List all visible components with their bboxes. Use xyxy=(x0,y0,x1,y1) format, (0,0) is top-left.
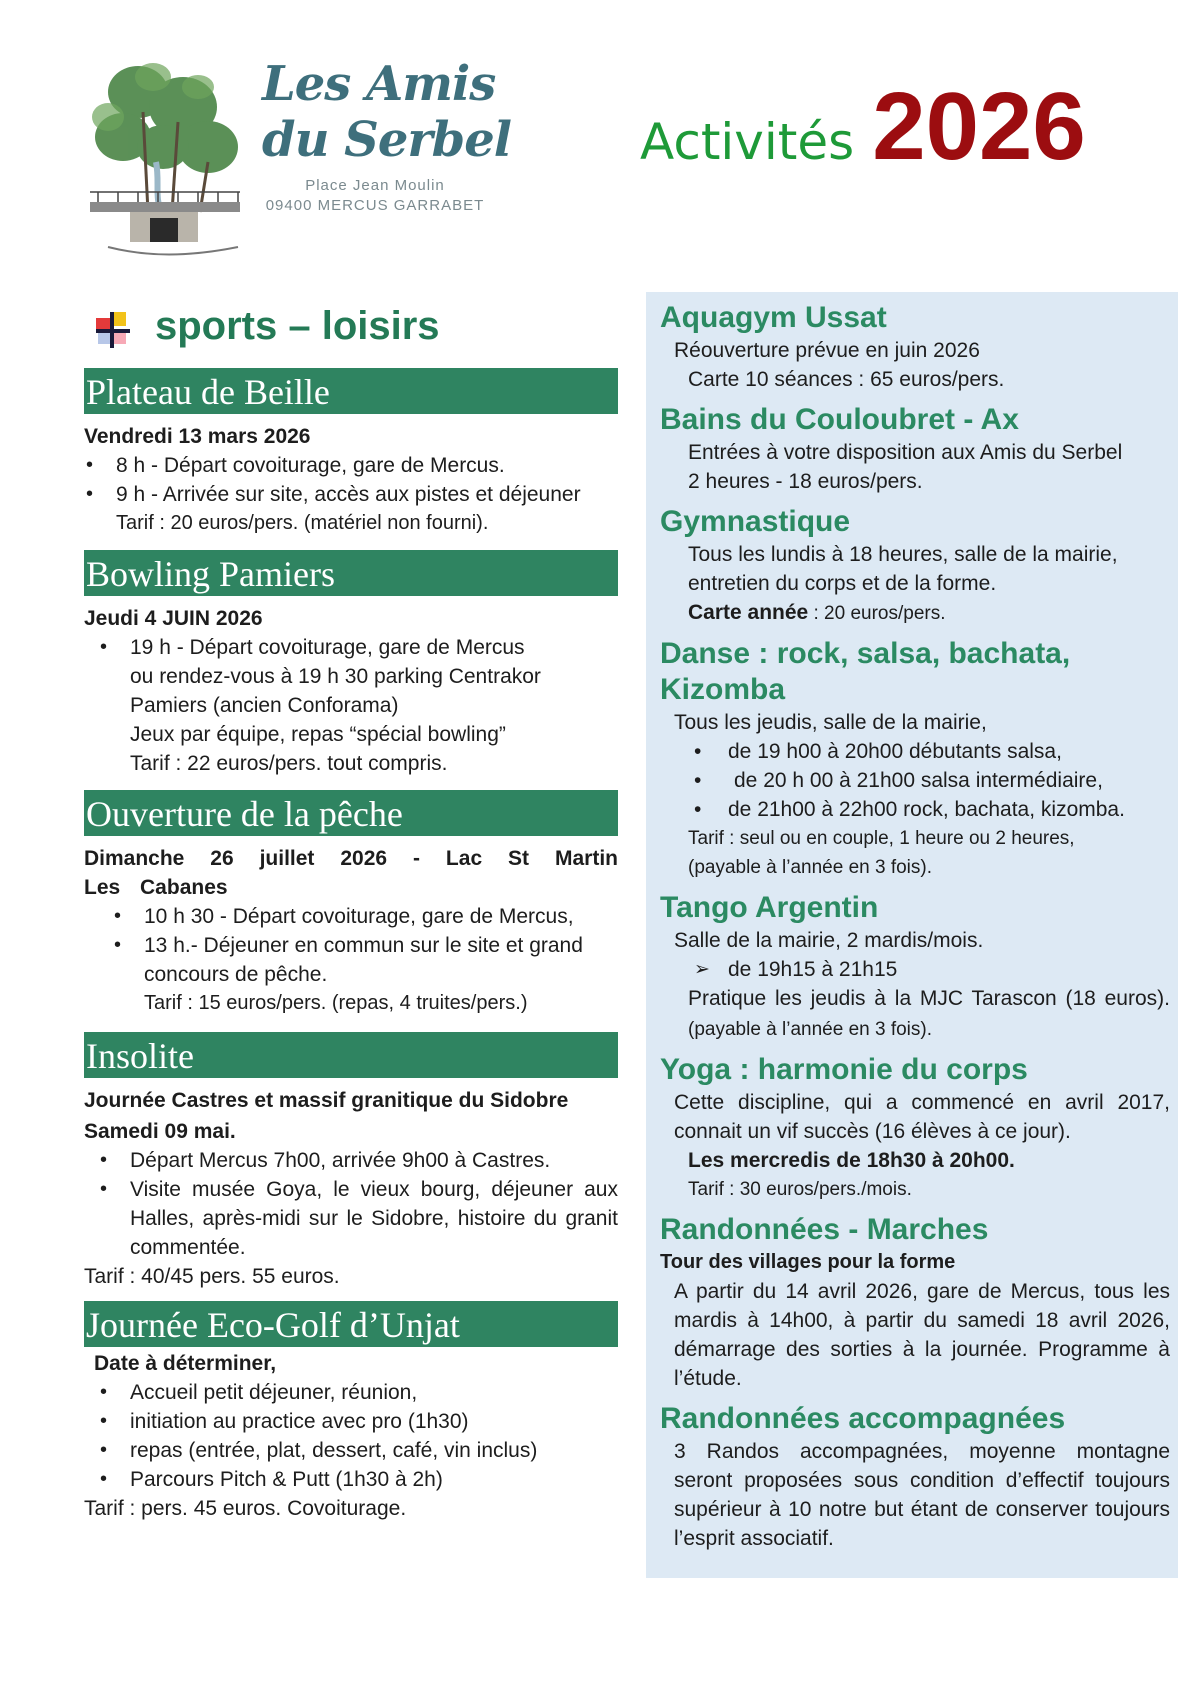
activity-insolite xyxy=(84,1086,618,1291)
activity-rando xyxy=(660,1248,1170,1393)
activity-price: 2 heures - 18 euros/pers. xyxy=(688,470,923,493)
text-line: ou rendez-vous à 19 h 30 parking Centrakor xyxy=(130,665,541,688)
list-item: • de 20 h 00 à 21h00 salsa intermédiaire, xyxy=(728,766,1170,795)
activity-price: Tarif : 30 euros/pers./mois. xyxy=(688,1179,912,1200)
section-title: sports – loisirs xyxy=(155,304,440,348)
activity-title-tango: Tango Argentin xyxy=(660,891,879,924)
left-column xyxy=(84,368,618,1523)
list-item: • de 21h00 à 22h00 rock, bachata, kizomba. xyxy=(728,795,1170,824)
activity-golf xyxy=(84,1349,618,1523)
list-item: • 9 h - Arrivée sur site, accès aux pistes et déjeuner xyxy=(116,480,618,509)
text-line: Jeux par équipe, repas “spécial bowling” xyxy=(130,723,506,746)
activity-title-danse: Danse : rock, salsa, bachata, Kizomba xyxy=(660,637,1071,706)
activity-date: Jeudi 4 JUIN 2026 xyxy=(84,607,263,630)
text-paragraph: 3 Randos accompagnées, moyenne montagne seront proposées sous condition d’effectif toujours supérieur à 10 notre but étant de conserver toujours l’esprit associatif. xyxy=(674,1440,1170,1550)
text-line: Réouverture prévue en juin 2026 xyxy=(674,339,980,362)
org-name: Les Amis du Serbel xyxy=(262,56,511,168)
activity-title-aquagym: Aquagym Ussat xyxy=(660,301,887,334)
activity-beille xyxy=(84,422,618,538)
activity-price: Tarif : 22 euros/pers. tout compris. xyxy=(130,752,448,775)
list-item: • Départ Mercus 7h00, arrivée 9h00 à Castres. xyxy=(130,1146,618,1175)
activity-title-rando-accompagnees: Randonnées accompagnées xyxy=(660,1402,1066,1435)
activity-price: Tarif : 15 euros/pers. (repas, 4 truites/pers.) xyxy=(144,992,528,1014)
colorful-cross-icon xyxy=(96,312,132,348)
list-item: • Visite musée Goya, le vieux bourg, déjeuner aux Halles, après-midi sur le Sidobre, histoire du granit commentée. xyxy=(130,1175,618,1262)
activity-date: Vendredi 13 mars 2026 xyxy=(84,425,311,448)
page-heading xyxy=(640,72,1086,182)
text-line: Pamiers (ancien Conforama) xyxy=(130,694,399,717)
activity-title-golf: Journée Eco-Golf d’Unjat xyxy=(84,1301,618,1347)
activity-peche xyxy=(84,844,618,1018)
activity-rando-accompagnees xyxy=(660,1437,1170,1553)
activity-date: Dimanche 26 juillet 2026 - Lac St Martin Les Cabanes xyxy=(84,847,618,899)
activity-yoga xyxy=(660,1088,1170,1204)
list-item: • repas (entrée, plat, dessert, café, vin inclus) xyxy=(130,1436,618,1465)
right-column xyxy=(660,292,1170,1553)
text-line: Pratique les jeudis à la MJC Tarascon (18 euros). (payable à l’année en 3 fois). xyxy=(688,987,1170,1040)
activity-bains xyxy=(660,438,1170,496)
activity-title-rando: Randonnées - Marches xyxy=(660,1213,989,1246)
activity-price: Tarif : pers. 45 euros. Covoiturage. xyxy=(84,1497,407,1520)
activity-gym xyxy=(660,540,1170,628)
list-item: • de 19 h00 à 20h00 débutants salsa, xyxy=(728,737,1170,766)
list-item: • Parcours Pitch & Putt (1h30 à 2h) xyxy=(130,1465,618,1494)
list-item: • Accueil petit déjeuner, réunion, xyxy=(130,1378,618,1407)
text-line: Tous les lundis à 18 heures, salle de la mairie, xyxy=(688,543,1118,566)
heading-word: Activités xyxy=(640,113,855,171)
activity-bowling xyxy=(84,604,618,778)
heading-year: 2026 xyxy=(872,73,1086,180)
activity-price: Carte 10 séances : 65 euros/pers. xyxy=(688,368,1005,391)
activity-subtitle: Tour des villages pour la forme xyxy=(660,1251,956,1273)
list-item: • initiation au practice avec pro (1h30) xyxy=(130,1407,618,1436)
list-item: • 19 h - Départ covoiturage, gare de Mercus xyxy=(130,633,618,662)
activity-title-peche: Ouverture de la pêche xyxy=(84,790,618,836)
activity-price: Tarif : seul ou en couple, 1 heure ou 2 heures, xyxy=(688,828,1075,849)
activity-date: Samedi 09 mai. xyxy=(84,1120,236,1143)
schedule-text: Les mercredis de 18h30 à 20h00. xyxy=(688,1149,1015,1172)
activity-aquagym xyxy=(660,336,1170,394)
text-line: Entrées à votre disposition aux Amis du Serbel xyxy=(688,441,1123,464)
list-item: • 13 h.- Déjeuner en commun sur le site et grand concours de pêche. xyxy=(144,931,618,989)
activity-title-bowling: Bowling Pamiers xyxy=(84,550,618,596)
activity-date: Date à déterminer, xyxy=(94,1352,277,1375)
activity-tango xyxy=(660,926,1170,1044)
text-line: Salle de la mairie, 2 mardis/mois. xyxy=(674,929,984,952)
text-paragraph: Cette discipline, qui a commencé en avril 2017, connait un vif succès (16 élèves à ce jour). xyxy=(674,1091,1170,1143)
activity-title-gym: Gymnastique xyxy=(660,505,851,538)
activity-title-beille: Plateau de Beille xyxy=(84,368,618,414)
text-line: Tous les jeudis, salle de la mairie, xyxy=(674,711,987,734)
activity-price: Carte année : 20 euros/pers. xyxy=(688,601,946,624)
list-item: • 8 h - Départ covoiturage, gare de Mercus. xyxy=(116,451,618,480)
list-item: ➢ de 19h15 à 21h15 xyxy=(728,955,1170,984)
activity-title-yoga: Yoga : harmonie du corps xyxy=(660,1053,1028,1086)
activity-subtitle: Journée Castres et massif granitique du Sidobre xyxy=(84,1089,569,1112)
text-paragraph: A partir du 14 avril 2026, gare de Mercus, tous les mardis à 14h00, à partir du samedi 18 avril 2026, démarrage des sorties à la journée. Programme à l’étude. xyxy=(674,1280,1170,1390)
activity-title-insolite: Insolite xyxy=(84,1032,618,1078)
activity-title-bains: Bains du Couloubret - Ax xyxy=(660,403,1019,436)
payment-note: (payable à l’année en 3 fois). xyxy=(688,857,932,878)
logo-drawing xyxy=(68,52,258,267)
activity-price: Tarif : 20 euros/pers. (matériel non fourni). xyxy=(116,512,489,534)
org-address: Place Jean Moulin 09400 MERCUS GARRABET xyxy=(265,177,485,214)
text-line: entretien du corps et de la forme. xyxy=(688,572,997,595)
activity-price: Tarif : 40/45 pers. 55 euros. xyxy=(84,1265,340,1288)
list-item: • 10 h 30 - Départ covoiturage, gare de Mercus, xyxy=(144,902,618,931)
activity-danse xyxy=(660,708,1170,882)
